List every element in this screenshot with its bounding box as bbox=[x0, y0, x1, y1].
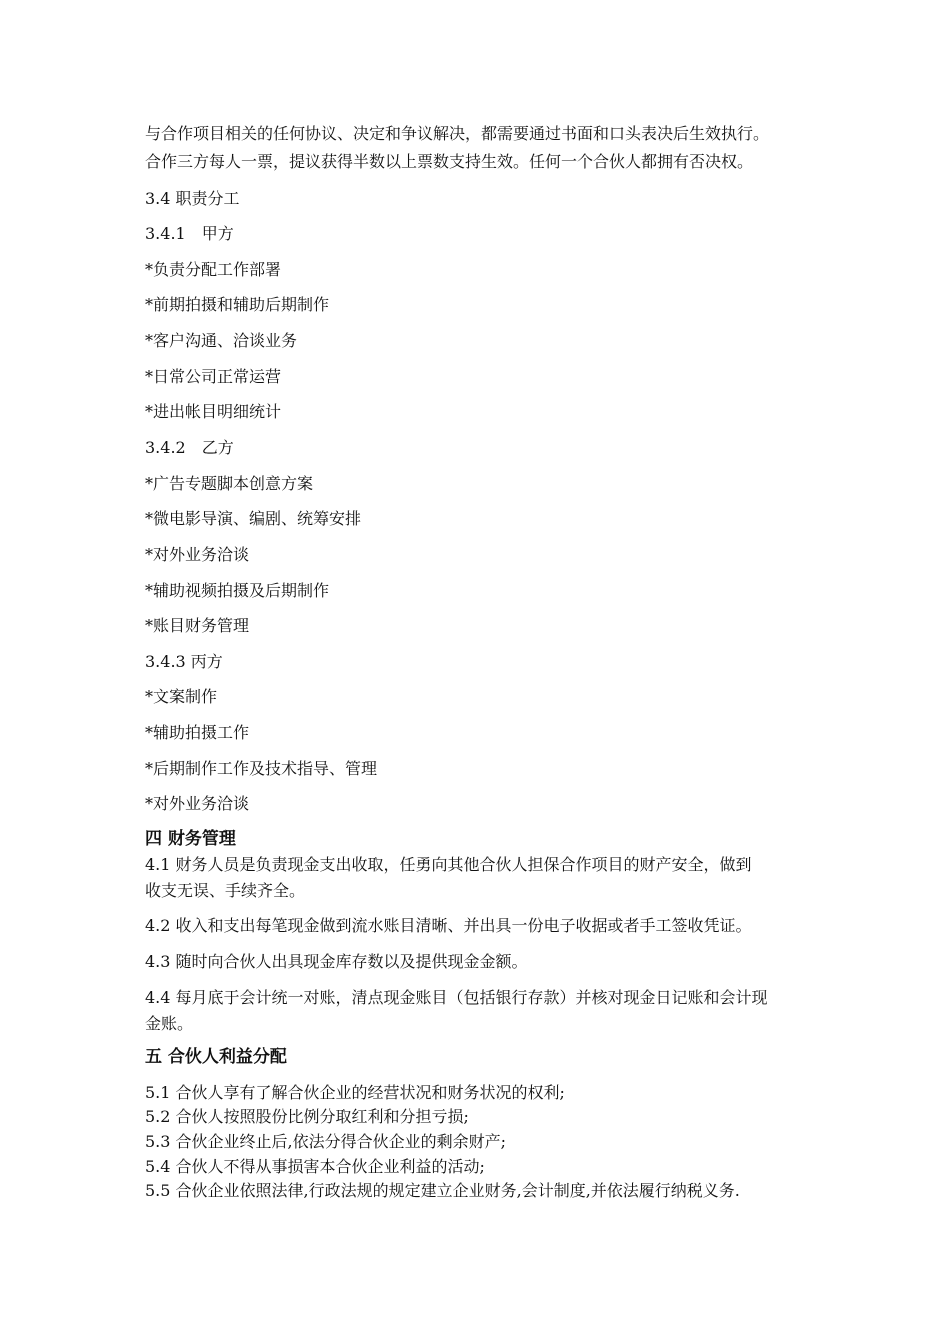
party-c-duty-item: *对外业务洽谈 bbox=[145, 794, 250, 813]
party-a-duty-item: *进出帐目明细统计 bbox=[145, 402, 282, 421]
section-5-item: 5.4 合伙人不得从事损害本合伙企业利益的活动; bbox=[145, 1157, 485, 1176]
section-4-3: 4.3 随时向合伙人出具现金库存数以及提供现金金额。 bbox=[145, 952, 528, 971]
section-5-item: 5.1 合伙人享有了解合伙企业的经营状况和财务状况的权利; bbox=[145, 1083, 565, 1102]
party-a-duty-item: *前期拍摄和辅助后期制作 bbox=[145, 295, 330, 314]
section-4-1-line-2: 收支无误、手续齐全。 bbox=[145, 881, 306, 900]
section-4-4-line-1: 4.4 每月底于会计统一对账，清点现金账目（包括银行存款）并核对现金日记账和会计现 bbox=[145, 988, 768, 1007]
subsection-party-c-title: 3.4.3 丙方 bbox=[145, 652, 223, 671]
party-b-duty-item: *广告专题脚本创意方案 bbox=[145, 474, 314, 493]
party-b-duty-item: *账目财务管理 bbox=[145, 616, 250, 635]
intro-line-2: 合作三方每人一票，提议获得半数以上票数支持生效。任何一个合伙人都拥有否决权。 bbox=[145, 152, 754, 171]
party-b-duty-item: *微电影导演、编剧、统筹安排 bbox=[145, 509, 362, 528]
section-5-item: 5.3 合伙企业终止后,依法分得合伙企业的剩余财产; bbox=[145, 1132, 507, 1151]
party-a-duty-item: *日常公司正常运营 bbox=[145, 367, 282, 386]
section-5-heading: 五 合伙人利益分配 bbox=[145, 1047, 287, 1067]
subsection-party-b-title: 3.4.2 乙方 bbox=[145, 438, 234, 457]
intro-line-1: 与合作项目相关的任何协议、决定和争议解决，都需要通过书面和口头表决后生效执行。 bbox=[145, 124, 770, 143]
party-b-duty-item: *辅助视频拍摄及后期制作 bbox=[145, 581, 330, 600]
party-c-duty-item: *文案制作 bbox=[145, 687, 218, 706]
party-a-duty-item: *客户沟通、洽谈业务 bbox=[145, 331, 298, 350]
section-3-4-title: 3.4 职责分工 bbox=[145, 189, 240, 208]
section-4-1-line-1: 4.1 财务人员是负责现金支出收取，任勇向其他合伙人担保合作项目的财产安全，做到 bbox=[145, 855, 752, 874]
party-c-duty-item: *后期制作工作及技术指导、管理 bbox=[145, 759, 378, 778]
party-c-duty-item: *辅助拍摄工作 bbox=[145, 723, 250, 742]
section-5-item: 5.2 合伙人按照股份比例分取红利和分担亏损; bbox=[145, 1107, 469, 1126]
section-4-4-line-2: 金账。 bbox=[145, 1014, 194, 1033]
subsection-party-a-title: 3.4.1 甲方 bbox=[145, 224, 234, 243]
party-b-duty-item: *对外业务洽谈 bbox=[145, 545, 250, 564]
section-4-heading: 四 财务管理 bbox=[145, 829, 236, 849]
section-4-2: 4.2 收入和支出每笔现金做到流水账目清晰、并出具一份电子收据或者手工签收凭证。 bbox=[145, 916, 752, 935]
section-5-item: 5.5 合伙企业依照法律,行政法规的规定建立企业财务,会计制度,并依法履行纳税义务. bbox=[145, 1181, 740, 1200]
party-a-duty-item: *负责分配工作部署 bbox=[145, 260, 282, 279]
